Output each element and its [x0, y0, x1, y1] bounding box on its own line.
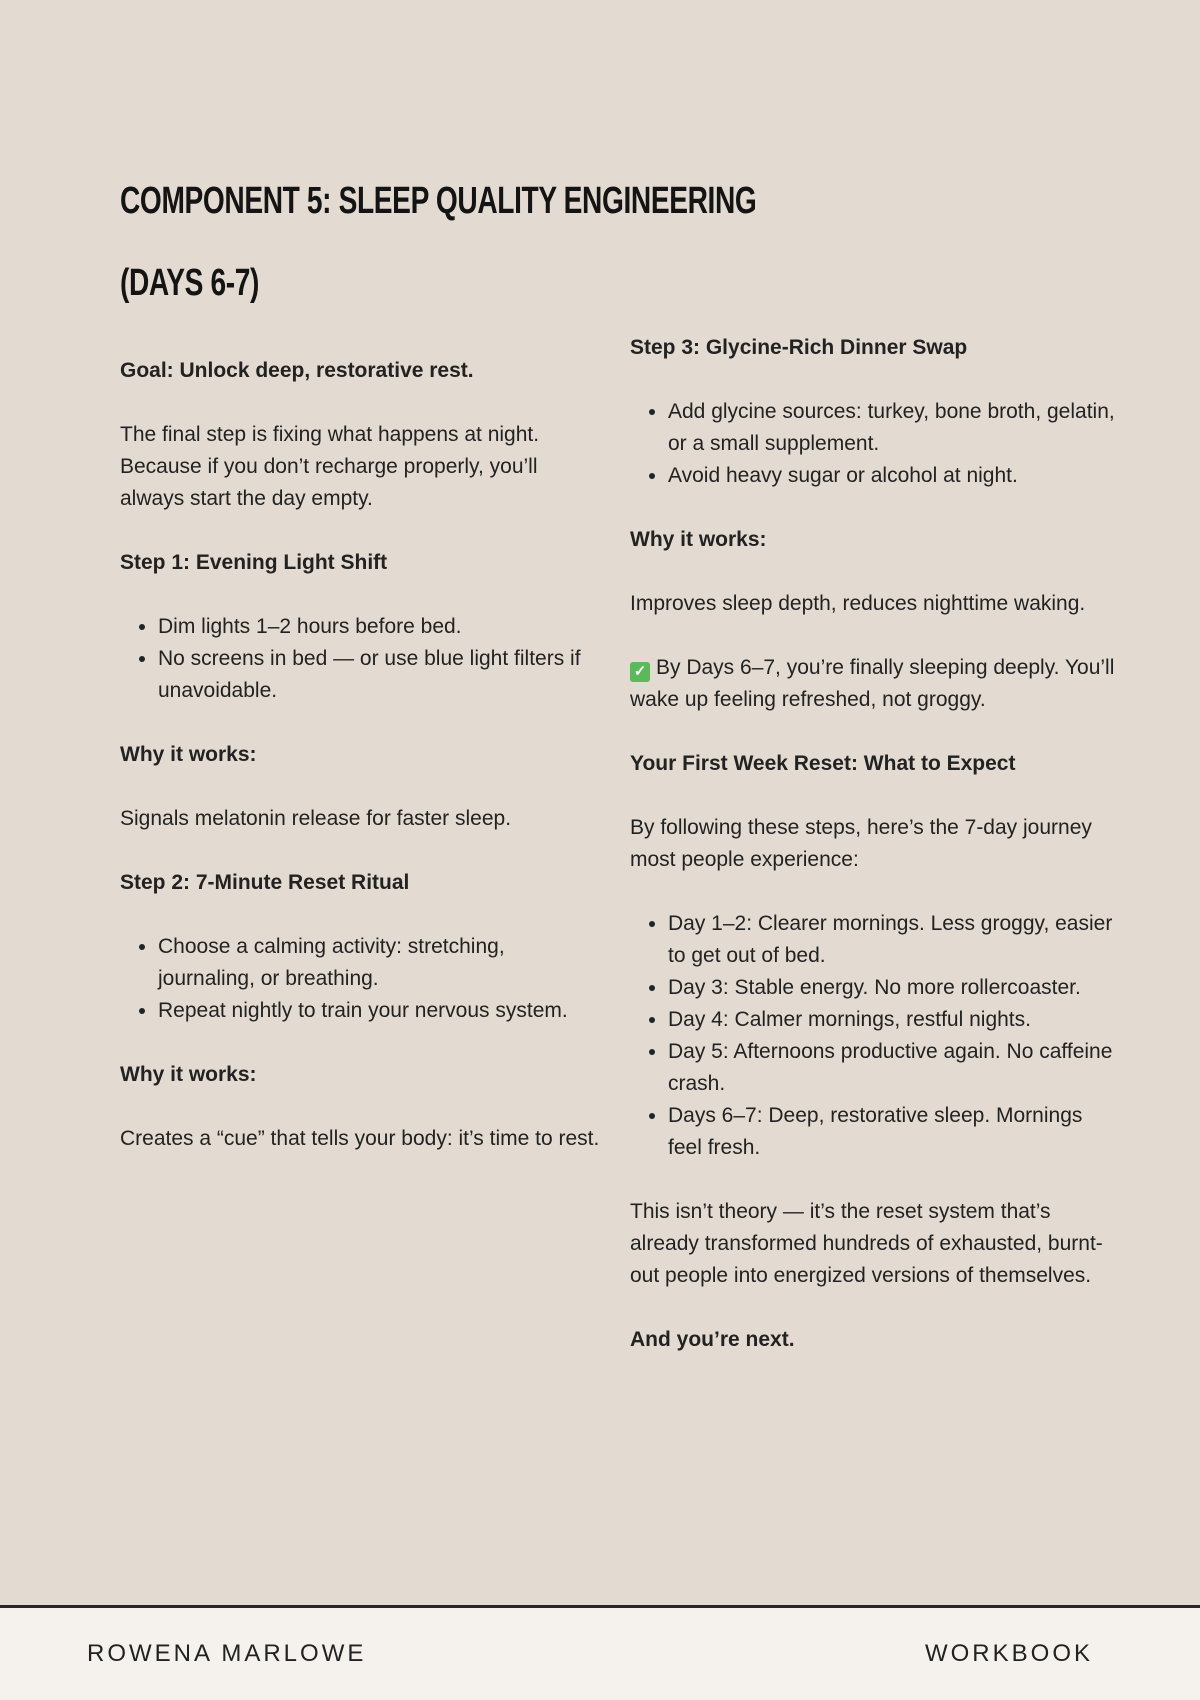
list-item: • Repeat nightly to train your nervous system. — [158, 995, 605, 1027]
step1-heading: Step 1: Evening Light Shift — [120, 551, 388, 574]
result-text — [630, 652, 1115, 716]
list-item: • Day 1–2: Clearer mornings. Less groggy, easier to get out of bed. — [668, 908, 1115, 972]
list-item: • Add glycine sources: turkey, bone broth, gelatin, or a small supplement. — [668, 396, 1115, 460]
list-item: • Avoid heavy sugar or alcohol at night. — [668, 460, 1115, 492]
list-item: • Choose a calming activity: stretching, journaling, or breathing. — [158, 931, 605, 995]
why1-heading: Why it works: — [120, 743, 257, 766]
week-list — [630, 908, 1115, 1164]
footer-author: ROWENA MARLOWE — [87, 1640, 367, 1667]
step3-list — [630, 396, 1115, 492]
step2-heading: Step 2: 7-Minute Reset Ritual — [120, 871, 410, 894]
week-heading: Your First Week Reset: What to Expect — [630, 752, 1016, 775]
result-label: By Days 6–7, you’re finally sleeping deeply. You’ll wake up feeling refreshed, not groggy. — [630, 656, 1115, 711]
footer-label: WORKBOOK — [924, 1640, 1093, 1667]
list-item: • Day 4: Calmer mornings, restful nights. — [668, 1004, 1115, 1036]
right-column — [630, 332, 1115, 1388]
step1-list — [120, 611, 605, 707]
page-title: COMPONENT 5: SLEEP QUALITY ENGINEERING — [120, 180, 757, 222]
intro-text: The final step is fixing what happens at night. Because if you don’t recharge properly, you’ll always start the day empty. — [120, 423, 540, 510]
why1-text: Signals melatonin release for faster sleep. — [120, 807, 512, 830]
list-item: • Day 3: Stable energy. No more rollercoaster. — [668, 972, 1115, 1004]
page-subtitle: (DAYS 6-7) — [120, 262, 260, 304]
step3-heading: Step 3: Glycine-Rich Dinner Swap — [630, 336, 968, 359]
why2-heading: Why it works: — [120, 1063, 257, 1086]
check-icon: ✓ — [630, 662, 650, 682]
closing-text: This isn’t theory — it’s the reset system that’s already transformed hundreds of exhausted, burnt-out people into energized versions of themselves. — [630, 1200, 1103, 1287]
why2-text: Creates a “cue” that tells your body: it’s time to rest. — [120, 1127, 600, 1150]
why3-text: Improves sleep depth, reduces nighttime waking. — [630, 592, 1086, 615]
list-item: • Day 5: Afternoons productive again. No caffeine crash. — [668, 1036, 1115, 1100]
list-item: • No screens in bed — or use blue light filters if unavoidable. — [158, 643, 605, 707]
list-item: • Dim lights 1–2 hours before bed. — [158, 611, 605, 643]
list-item: • Days 6–7: Deep, restorative sleep. Mornings feel fresh. — [668, 1100, 1115, 1164]
final-text: And you’re next. — [630, 1328, 795, 1351]
why3-heading: Why it works: — [630, 528, 767, 551]
step2-list — [120, 931, 605, 1027]
footer — [0, 1605, 1200, 1700]
week-intro: By following these steps, here’s the 7-day journey most people experience: — [630, 816, 1092, 871]
left-column — [120, 355, 605, 1187]
goal-heading: Goal: Unlock deep, restorative rest. — [120, 359, 474, 382]
